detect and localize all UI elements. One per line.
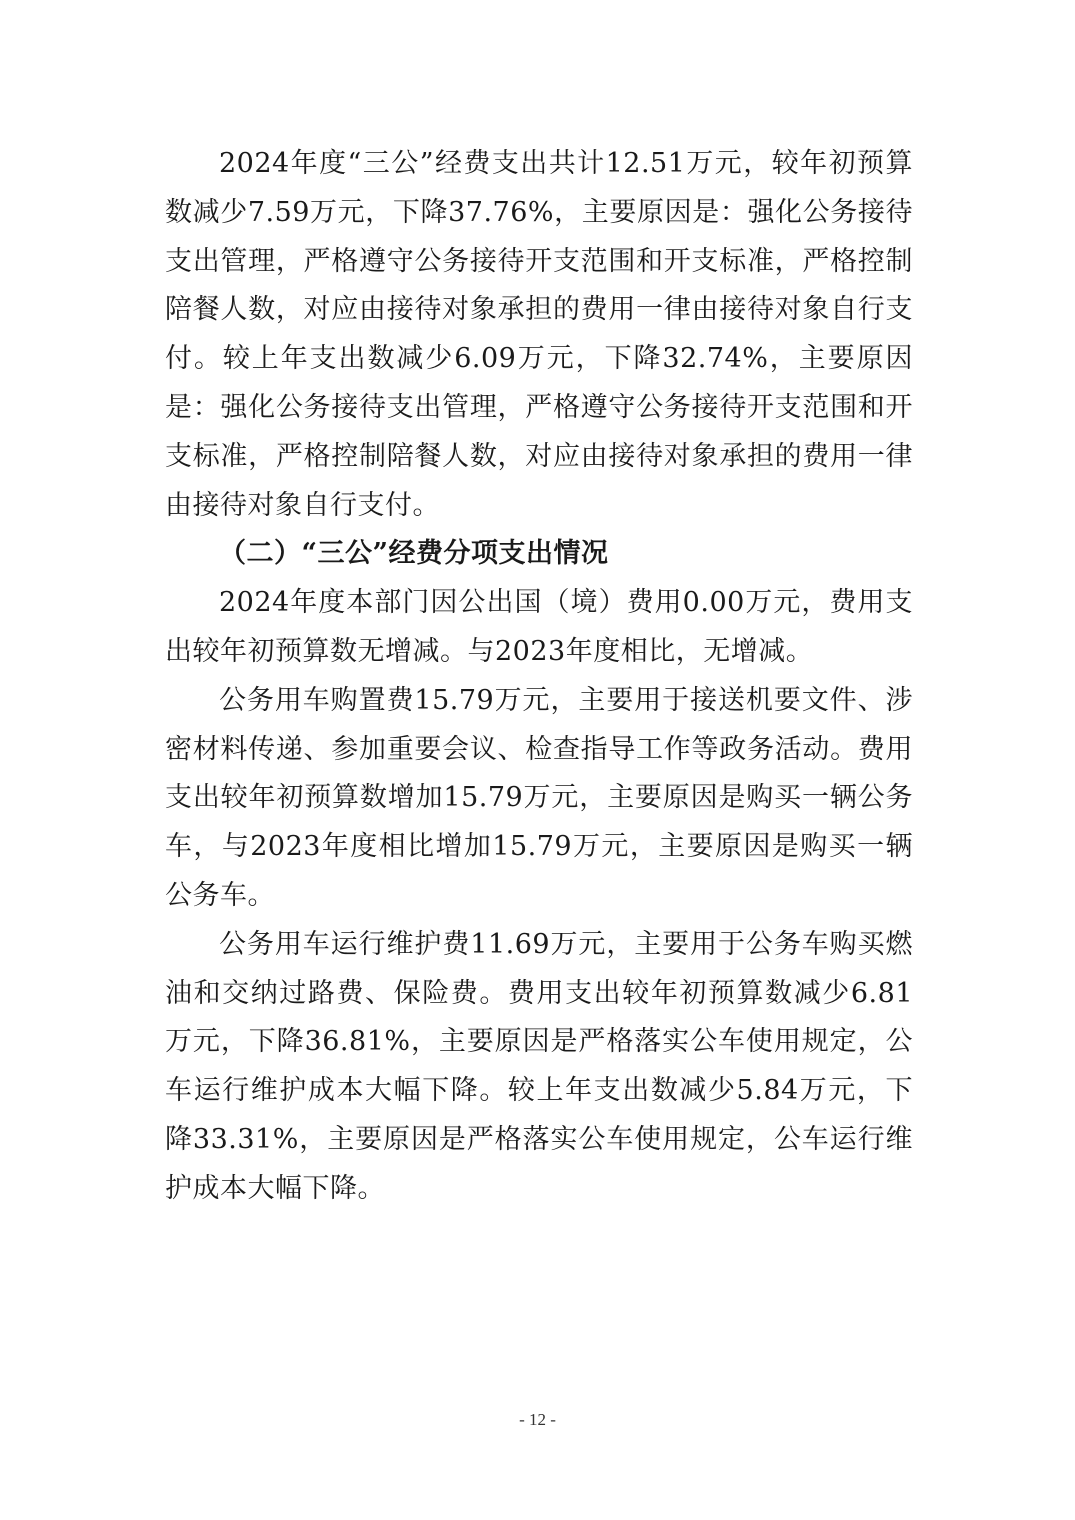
- page-number: - 12 -: [519, 1410, 556, 1429]
- paragraph-vehicle-purchase: 公务用车购置费15.79万元，主要用于接送机要文件、涉密材料传递、参加重要会议、检查指导工作等政务活动。费用支出较年初预算数增加15.79万元，主要原因是购买一辆公务车，与2023年度相比增加15.79万元，主要原因是购买一辆公务车。: [165, 684, 913, 911]
- section-heading-itemized-expenditure: （二）“三公”经费分项支出情况: [219, 538, 609, 570]
- paragraph-overseas-travel: 2024年度本部门因公出国（境）费用0.00万元，费用支出较年初预算数无增减。与2023年度相比，无增减。: [165, 587, 913, 667]
- paragraph-vehicle-maintenance: 公务用车运行维护费11.69万元，主要用于公务车购买燃油和交纳过路费、保险费。费用支出较年初预算数减少6.81万元，下降36.81%，主要原因是严格落实公车使用规定，公车运行维护成本大幅下降。较上年支出数减少5.84万元，下降33.31%，主要原因是严格落实公车使用规定，公车运行维护成本大幅下降。: [165, 928, 913, 1204]
- paragraph-three-public-total: 2024年度“三公”经费支出共计12.51万元，较年初预算数减少7.59万元，下降37.76%，主要原因是：强化公务接待支出管理，严格遵守公务接待开支范围和开支标准，严格控制陪餐人数，对应由接待对象承担的费用一律由接待对象自行支付。较上年支出数减少6.09万元，下降32.74%，主要原因是：强化公务接待支出管理，严格遵守公务接待开支范围和开支标准，严格控制陪餐人数，对应由接待对象承担的费用一律由接待对象自行支付。: [165, 148, 913, 521]
- document-body: [165, 140, 913, 1214]
